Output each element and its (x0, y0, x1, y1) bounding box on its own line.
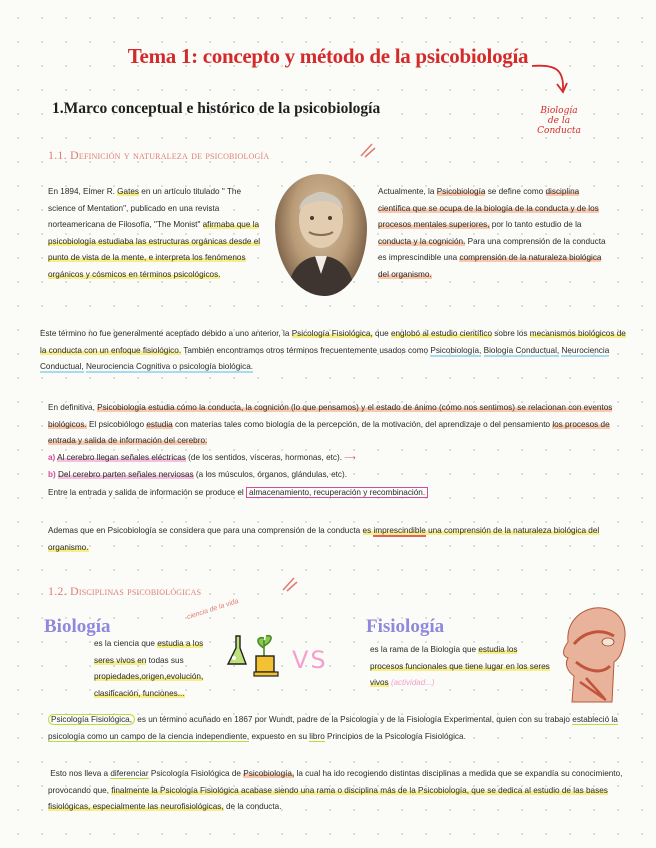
list-item-c: Entre la entrada y salida de información se produce el almacenamiento, recuperación y recombinación. (48, 485, 626, 502)
arrow-icon: ⟶ (344, 453, 357, 462)
paragraph-wundt: Psicología Fisiológica, es un término acuñado en 1867 por Wundt, padre de la Psicología y de la Fisiología Experimental, quien con su trabajo estableció la psicología como un campo de la ciencia independiente, expuesto en su libro Principios de la Psicología Fisiológica. (48, 715, 618, 741)
man-portrait-icon (275, 174, 367, 296)
paragraph-diferenciar: Esto nos lleva a diferenciar Psicología Fisiológica de Psicobiología, la cual ha ido recogiendo distintas disciplinas a medida que se expandía su conocimiento, provocando que, finalmente la Psicología Fisiológica acabase siendo una rama o disciplina más de la Psicobiología, que se dedica al estudio de las bases fisiológicas, especialmente las neurofisiológicas, de la conducta. (48, 769, 623, 811)
anatomy-head-icon (554, 602, 634, 706)
page-title-text: Tema 1: concepto y método de la psicobiología (127, 44, 529, 68)
side-note: Biología de la Conducta (537, 106, 581, 136)
paragraph-definitiva: En definitiva, Psicobiología estudia cómo la conducta, la cognición (lo que pensamos) y el estado de ánimo (cómo nos sentimos) se relacionan con eventos biológicos. El psicobiólogo estudia con materias tales como biología de la percepción, de la motivación, del aprendizaje o del pensamiento los procesos de entrada y salida de información del cerebro: (48, 403, 613, 445)
curved-arrow-icon (530, 62, 570, 98)
paragraph-gates: En 1894, Elmer R. Gates en un artículo titulado " The science of Mentation", publicado en una revista norteamericana de Filosofía, "The Monist" afirmaba que la psicobiología estudiaba las estructuras orgánicas desde el punto de vista de la mente, e interpreta los fenómenos orgánicos y cósmicos en términos psicológicos. (48, 187, 261, 279)
biologia-title: Biología (44, 616, 111, 637)
sparkle-icon (280, 574, 300, 594)
portrait-photo (275, 174, 367, 296)
paragraph-actualmente: Actualmente, la Psicobiología se define como disciplina científica que se ocupa de la biología de la conducta y de los procesos mentales superiores, por lo tanto estudio de la conducta y la cognición. Para una comprensión de la conducta es imprescindible una comprensión de la naturaleza biológica del organismo. (378, 187, 606, 279)
subsection-title-1-2: 1.2. Disciplinas psicobiológicas (48, 584, 202, 598)
versus-label: VS (292, 646, 328, 674)
subsection-title-1-1: 1.1. Definición y naturaleza de psicobiología (48, 148, 270, 162)
paragraph-termino: Este término no fue generalmente aceptado debido a uno anterior, la Psicología Fisiológica, que englobó al estudio científico sobre los mecanismos biológicos de la conducta con un enfoque fisiológico. También encontramos otros términos frecuentemente usados como Psicobiología, Biología Conductual, Neurociencia Conductual, Neurociencia Cognitiva o psicología biológica. (40, 329, 626, 371)
biologia-definition: es la ciencia que estudia a los seres vivos en todas sus propiedades,origen,evolución, clasificación, funciones... (94, 639, 204, 698)
list-item-a: a) Al cerebro llegan señales eléctricas (de los sentidos, vísceras, hormonas, etc). ⟶ (48, 453, 357, 462)
fisiologia-title: Fisiología (366, 616, 445, 637)
sparkle-icon (358, 140, 378, 160)
lab-flask-plant-icon (224, 630, 284, 682)
biologia-note: ciencia de la vida (186, 597, 240, 622)
section-title: 1.Marco conceptual e histórico de la psicobiología (52, 100, 381, 117)
fisiologia-definition: es la rama de la Biología que estudia los procesos funcionales que tiene lugar en los seres vivos (actividad...) (370, 645, 550, 687)
list-item-b: b) Del cerebro parten señales nerviosas (a los músculos, órganos, glándulas, etc). (48, 470, 348, 479)
paragraph-ademas: Ademas que en Psicobiología se considera que para una comprensión de la conducta es imprescindible una comprensión de la naturaleza biológica del organismo. (48, 526, 600, 552)
